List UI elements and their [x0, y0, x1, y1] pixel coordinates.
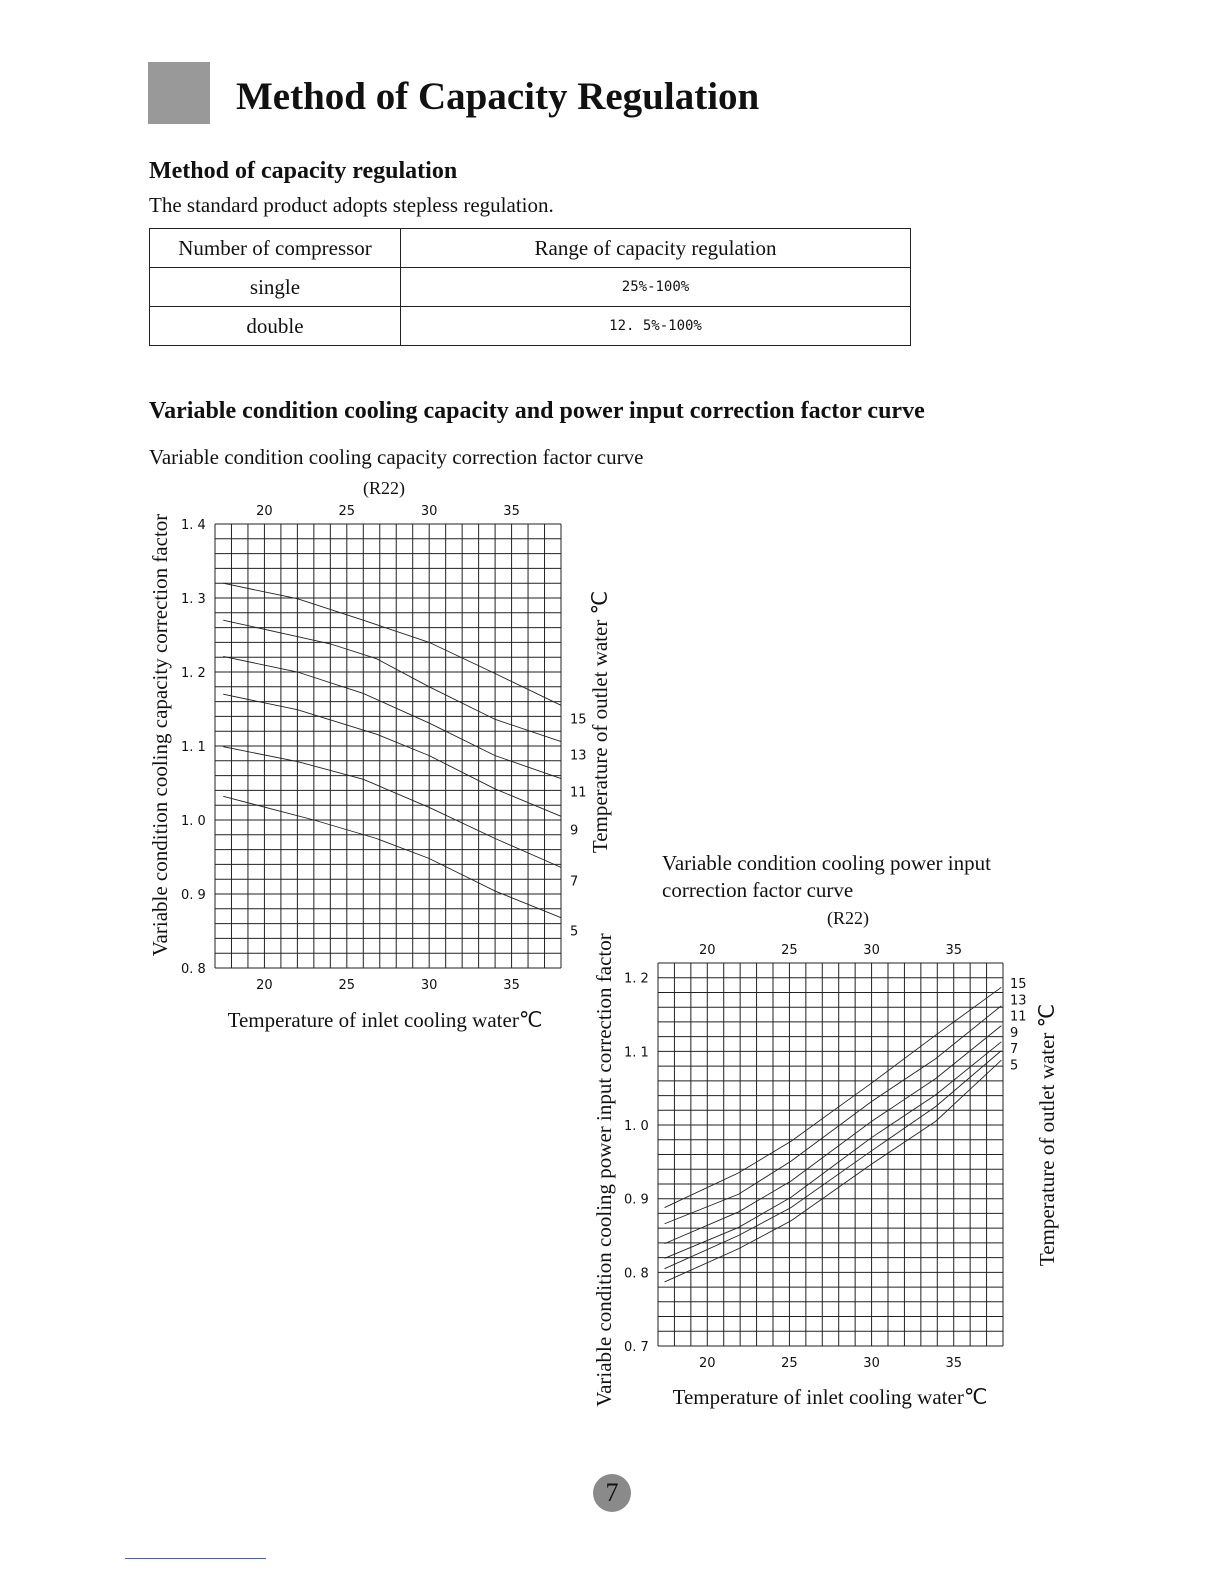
x-tick-label-bottom: 25 — [338, 978, 356, 993]
series-line-11 — [665, 1026, 1002, 1244]
y-tick-label: 1. 0 — [181, 814, 206, 829]
x-tick-label-bottom: 35 — [945, 1356, 962, 1371]
chart2-title-line1: Variable condition cooling power input — [662, 851, 991, 875]
table-cell: double — [150, 307, 401, 346]
x-tick-label-top: 30 — [863, 943, 880, 958]
x-tick-label-top: 20 — [256, 504, 273, 519]
series-line-9 — [223, 694, 561, 816]
chart2-subtitle: (R22) — [827, 908, 869, 928]
x-tick-label-bottom: 30 — [420, 978, 438, 993]
series-line-7 — [665, 1051, 1002, 1269]
footer-divider — [125, 1558, 266, 1559]
table-cell: single — [150, 268, 401, 307]
series-label-11: 11 — [570, 785, 587, 801]
chart1-title: Variable condition cooling capacity correction factor curve — [149, 445, 644, 469]
y-tick-label: 1. 4 — [181, 518, 206, 533]
page-number: 7 — [593, 1474, 631, 1512]
chart2-title-line2: correction factor curve — [662, 878, 854, 902]
series-label-13: 13 — [570, 748, 587, 764]
x-tick-label-bottom: 25 — [781, 1356, 798, 1371]
x-tick-label-bottom: 35 — [503, 978, 520, 993]
series-label-9: 9 — [570, 823, 579, 839]
x-tick-label-bottom: 30 — [863, 1356, 880, 1371]
section-heading-capacity-regulation: Method of capacity regulation — [149, 158, 458, 184]
table-header: Number of compressor — [150, 229, 401, 268]
table-cell: 25%-100% — [401, 268, 911, 307]
series-line-11 — [223, 656, 561, 778]
y-tick-label: 1. 3 — [181, 592, 206, 607]
chart1-y2label: Temperature of outlet water ℃ — [588, 590, 612, 854]
chart1-subtitle: (R22) — [363, 478, 405, 498]
chart2-ylabel: Variable condition cooling power input correction factor — [592, 933, 616, 1407]
y-tick-label: 0. 8 — [624, 1266, 649, 1282]
y-tick-label: 1. 0 — [624, 1119, 649, 1135]
x-tick-label-bottom: 20 — [256, 978, 273, 993]
chart2-xlabel: Temperature of inlet cooling water℃ — [672, 1385, 988, 1409]
x-tick-label-top: 25 — [781, 943, 798, 958]
power-input-correction-chart — [592, 908, 1059, 1409]
series-label-13: 13 — [1010, 993, 1027, 1009]
chart1-ylabel: Variable condition cooling capacity correction factor — [148, 513, 172, 957]
section-description: The standard product adopts stepless regulation. — [149, 193, 554, 217]
y-tick-label: 0. 7 — [624, 1340, 649, 1355]
table-header: Range of capacity regulation — [401, 229, 911, 268]
y-tick-label: 1. 2 — [624, 971, 649, 987]
chart1-xlabel: Temperature of inlet cooling water℃ — [227, 1008, 543, 1032]
series-line-15 — [665, 987, 1002, 1207]
x-tick-label-bottom: 20 — [699, 1356, 716, 1371]
section-heading-correction-curves: Variable condition cooling capacity and power input correction factor curve — [149, 398, 925, 424]
series-label-5: 5 — [1010, 1058, 1019, 1074]
y-tick-label: 0. 9 — [181, 888, 206, 903]
series-label-5: 5 — [570, 924, 579, 940]
series-label-11: 11 — [1010, 1009, 1027, 1025]
series-label-9: 9 — [1010, 1025, 1019, 1041]
chart2-y2label: Temperature of outlet water ℃ — [1035, 1003, 1059, 1267]
y-tick-label: 0. 8 — [181, 962, 206, 977]
x-tick-label-top: 20 — [699, 943, 716, 958]
x-tick-label-top: 25 — [338, 504, 356, 519]
page-title: Method of Capacity Regulation — [236, 75, 760, 118]
capacity-correction-chart — [148, 478, 612, 1032]
y-tick-label: 1. 2 — [181, 666, 206, 681]
series-line-5 — [223, 796, 561, 917]
x-tick-label-top: 30 — [420, 504, 438, 519]
y-tick-label: 1. 1 — [181, 740, 206, 755]
y-tick-label: 1. 1 — [624, 1045, 649, 1061]
series-label-7: 7 — [570, 874, 579, 890]
x-tick-label-top: 35 — [945, 943, 962, 958]
series-label-15: 15 — [570, 712, 587, 728]
series-label-7: 7 — [1010, 1042, 1019, 1058]
y-tick-label: 0. 9 — [624, 1192, 649, 1208]
table-cell: 12. 5%-100% — [401, 307, 911, 346]
series-label-15: 15 — [1010, 977, 1027, 992]
x-tick-label-top: 35 — [503, 504, 520, 519]
